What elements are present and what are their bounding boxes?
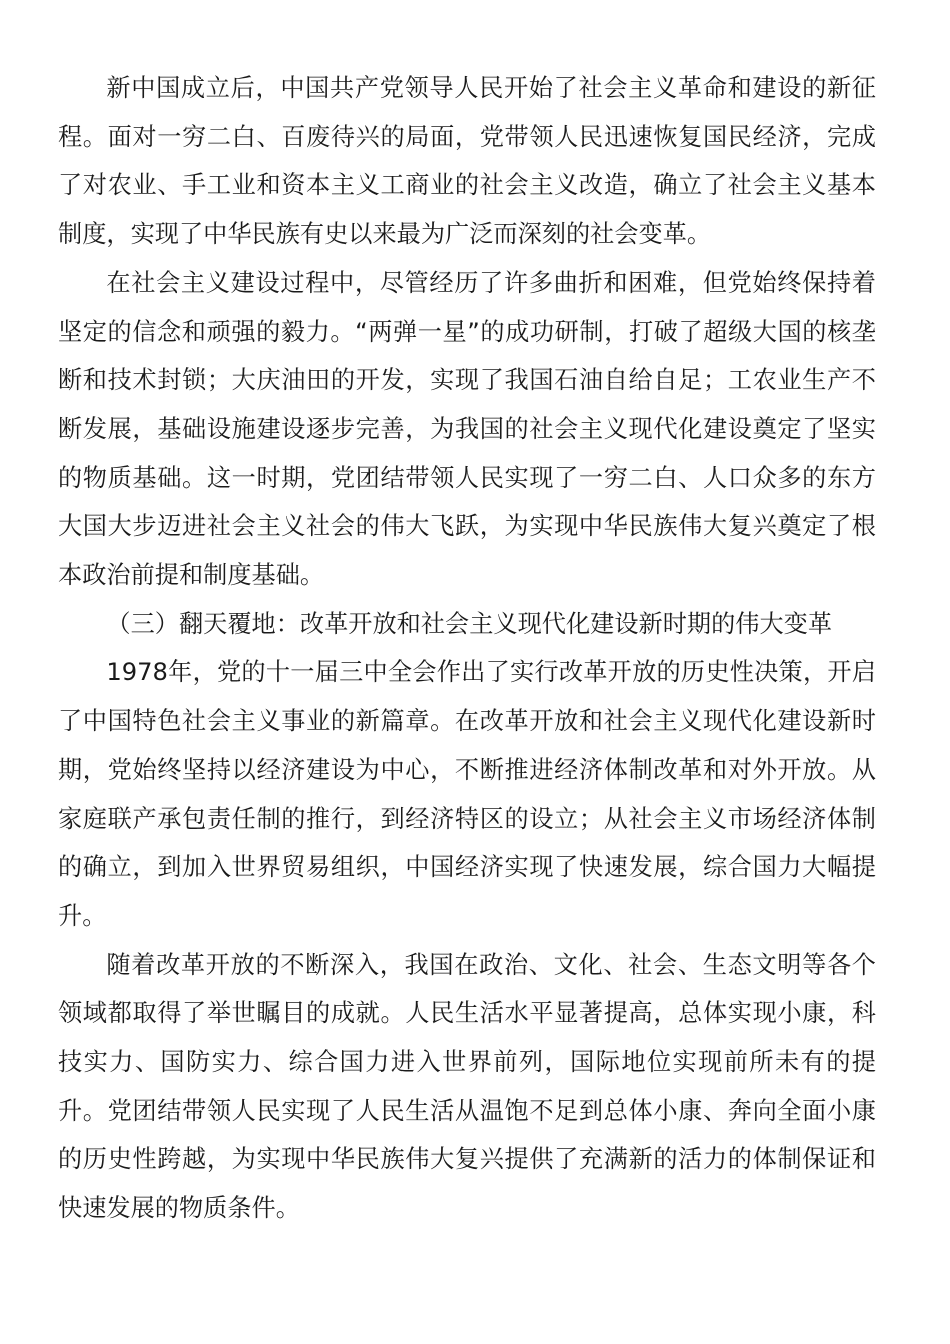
section-heading-reform: （三）翻天覆地：改革开放和社会主义现代化建设新时期的伟大变革 xyxy=(106,609,833,638)
document-body xyxy=(58,64,876,1233)
paragraph-founding: 新中国成立后，中国共产党领导人民开始了社会主义革命和建设的新征程。面对一穷二白、百废待兴的局面，党带领人民迅速恢复国民经济，完成了对农业、手工业和资本主义工商业的社会主义改造，确立了社会主义基本制度，实现了中华民族有史以来最为广泛而深刻的社会变革。 xyxy=(58,74,876,249)
paragraph-1978: 1978年，党的十一届三中全会作出了实行改革开放的历史性决策，开启了中国特色社会主义事业的新篇章。在改革开放和社会主义现代化建设新时期，党始终坚持以经济建设为中心，不断推进经济体制改革和对外开放。从家庭联产承包责任制的推行，到经济特区的设立；从社会主义市场经济体制的确立，到加入世界贸易组织，中国经济实现了快速发展，综合国力大幅提升。 xyxy=(58,658,876,930)
paragraph-deepening-reform: 随着改革开放的不断深入，我国在政治、文化、社会、生态文明等各个领域都取得了举世瞩目的成就。人民生活水平显著提高，总体实现小康，科技实力、国防实力、综合国力进入世界前列，国际地位实现前所未有的提升。党团结带领人民实现了人民生活从温饱不足到总体小康、奔向全面小康的历史性跨越，为实现中华民族伟大复兴提供了充满新的活力的体制保证和快速发展的物质条件。 xyxy=(58,950,876,1223)
paragraph-construction: 在社会主义建设过程中，尽管经历了许多曲折和困难，但党始终保持着坚定的信念和顽强的毅力。“两弹一星”的成功研制，打破了超级大国的核垄断和技术封锁；大庆油田的开发，实现了我国石油自给自足；工农业生产不断发展，基础设施建设逐步完善，为我国的社会主义现代化建设奠定了坚实的物质基础。这一时期，党团结带领人民实现了一穷二白、人口众多的东方大国大步迈进社会主义社会的伟大飞跃，为实现中华民族伟大复兴奠定了根本政治前提和制度基础。 xyxy=(58,268,876,590)
